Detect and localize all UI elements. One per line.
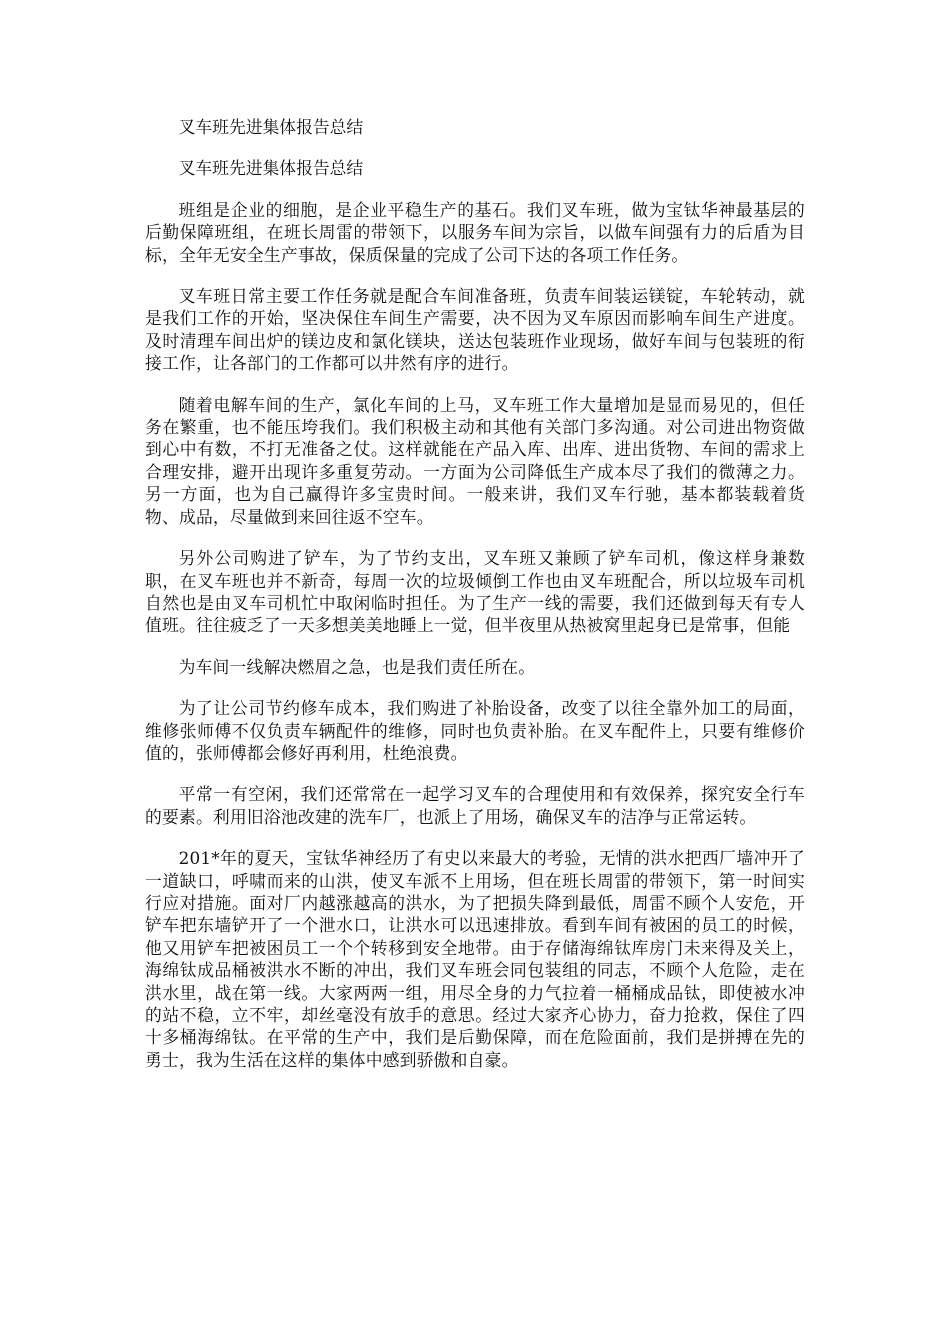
paragraph-daily-tasks: 叉车班日常主要工作任务就是配合车间准备班，负责车间装运镁锭，车轮转动，就是我们工作的开始，坚决保住车间生产需要，决不因为叉车原因而影响车间生产进度。及时清理车间出炉的镁边皮和氯化镁块，送达包装班作业现场，做好车间与包装班的衔接工作，让各部门的工作都可以井然有序的进行。 (145, 286, 805, 374)
document-page (145, 116, 805, 1090)
document-title: 叉车班先进集体报告总结 (178, 117, 364, 137)
paragraph-flood: 201*年的夏天，宝钛华神经历了有史以来最大的考验，无情的洪水把西厂墙冲开了一道缺口，呼啸而来的山洪，使叉车派不上用场，但在班长周雷的带领下，第一时间实行应对措施。面对厂内越涨越高的洪水，为了把损失降到最低，周雷不顾个人安危，开铲车把东墙铲开了一个泄水口，让洪水可以迅速排放。看到车间有被困的员工的时候，他又用铲车把被困员工一个个转移到安全地带。由于存储海绵钛库房门未来得及关上，海绵钛成品桶被洪水不断的冲出，我们叉车班会同包装组的同志，不顾个人危险，走在洪水里，战在第一线。大家两两一组，用尽全身的力气拉着一桶桶成品钛，即使被水冲的站不稳，立不牢，却丝毫没有放手的意思。经过大家齐心协力，奋力抢救，保住了四十多桶海绵钛。在平常的生产中，我们是后勤保障，而在危险面前，我们是拼搏在先的勇士，我为生活在这样的集体中感到骄傲和自豪。 (145, 848, 805, 1070)
paragraph-extra-duties: 另外公司购进了铲车，为了节约支出，叉车班又兼顾了铲车司机，像这样身兼数职，在叉车班也并不新奇，每周一次的垃圾倾倒工作也由叉车班配合，所以垃圾车司机自然也是由叉车司机忙中取闲临时担任。为了生产一线的需要，我们还做到每天有专人值班。往往疲乏了一天多想美美地睡上一觉，但半夜里从热被窝里起身已是常事，但能 (145, 548, 805, 636)
paragraph-cost-saving: 为了让公司节约修车成本，我们购进了补胎设备，改变了以往全靠外加工的局面，维修张师傅不仅负责车辆配件的维修，同时也负责补胎。在叉车配件上，只要有维修价值的，张师傅都会修好再利用，杜绝浪费。 (145, 698, 805, 763)
paragraph-workload: 随着电解车间的生产，氯化车间的上马，叉车班工作大量增加是显而易见的，但任务在繁重，也不能压垮我们。我们积极主动和其他有关部门多沟通。对公司进出物资做到心中有数，不打无准备之仗。这样就能在产品入库、出库、进出货物、车间的需求上合理安排，避开出现许多重复劳动。一方面为公司降低生产成本尽了我们的微薄之力。另一方面，也为自己赢得许多宝贵时间。一般来讲，我们叉车行驰，基本都装载着货物、成品，尽量做到来回往返不空车。 (145, 394, 805, 527)
paragraph-maintenance: 平常一有空闲，我们还常常在一起学习叉车的合理使用和有效保养，探究安全行车的要素。利用旧浴池改建的洗车厂，也派上了用场，确保叉车的洁净与正常运转。 (145, 784, 805, 827)
paragraph-intro: 班组是企业的细胞，是企业平稳生产的基石。我们叉车班，做为宝钛华神最基层的后勤保障班组，在班长周雷的带领下，以服务车间为宗旨，以做车间强有力的后盾为目标，全年无安全生产事故，保质保量的完成了公司下达的各项工作任务。 (145, 199, 805, 265)
document-subtitle: 叉车班先进集体报告总结 (178, 158, 364, 179)
paragraph-responsibility: 为车间一线解决燃眉之急，也是我们责任所在。 (178, 656, 536, 677)
